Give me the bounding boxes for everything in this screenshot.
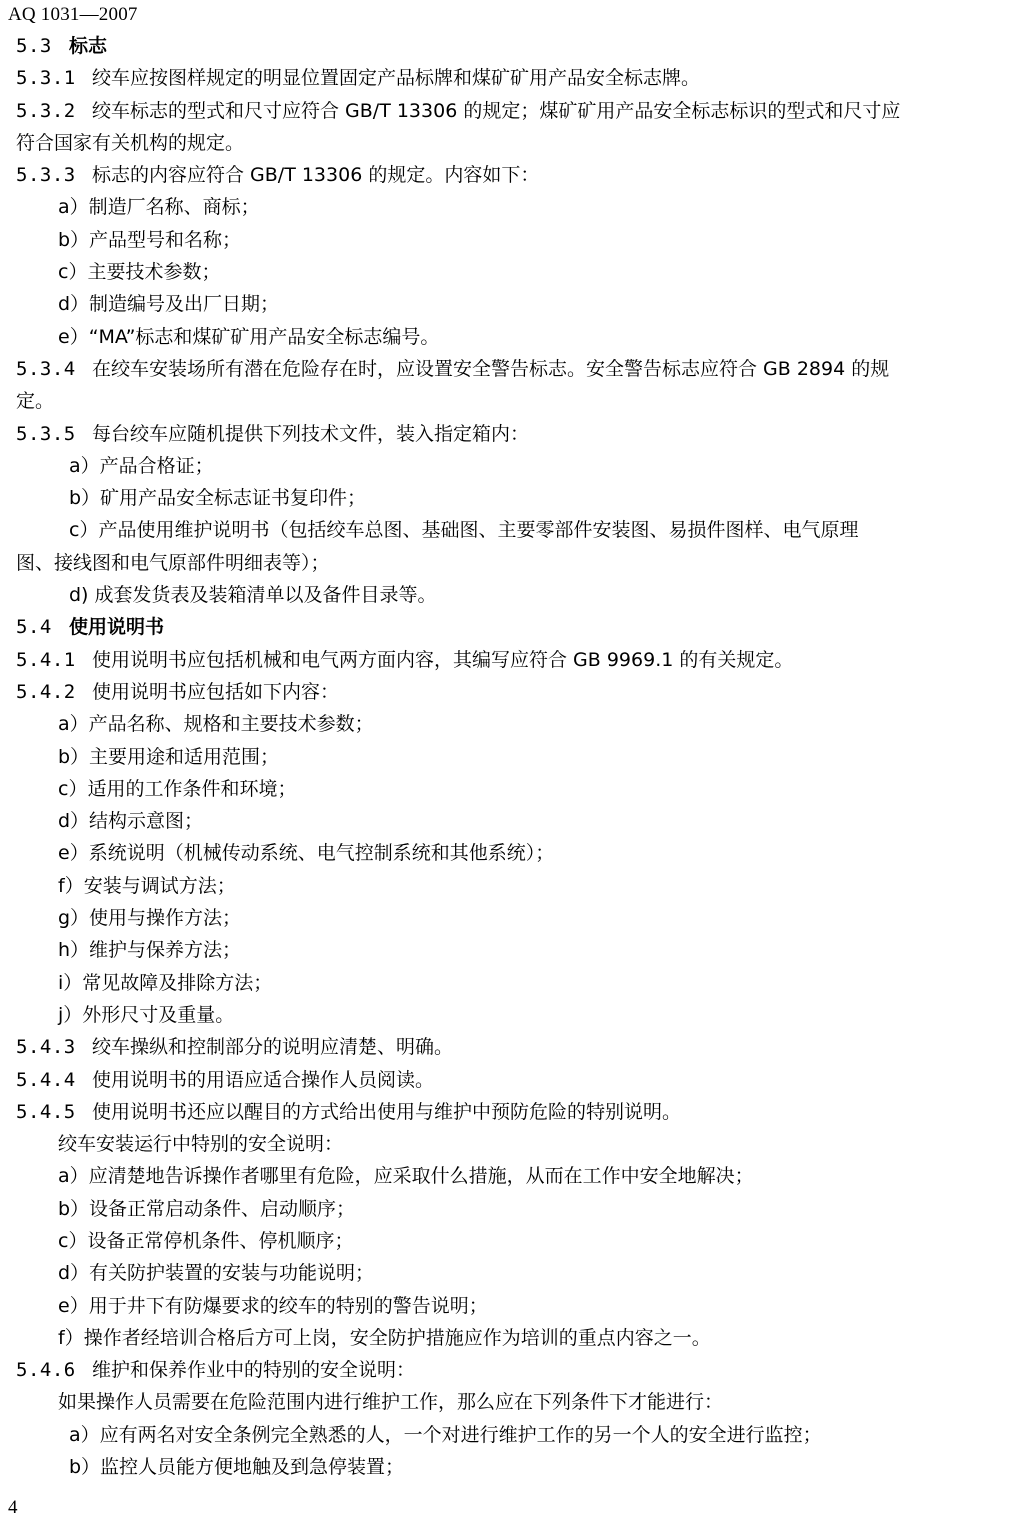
list-item bbox=[16, 1419, 1001, 1451]
list-item-text: j）外形尺寸及重量。 bbox=[58, 1003, 235, 1026]
list-item-text: d）结构示意图； bbox=[58, 810, 204, 833]
clause-number: 5.3 bbox=[16, 35, 52, 57]
clause-5-3-2 bbox=[16, 95, 1001, 127]
list-item bbox=[16, 1160, 1001, 1192]
clause-text: 符合国家有关机构的规定。 bbox=[16, 131, 245, 154]
list-item-text: b）主要用途和适用范围； bbox=[58, 745, 280, 768]
list-item bbox=[16, 579, 1001, 611]
list-item bbox=[16, 999, 1001, 1031]
list-item bbox=[16, 224, 1001, 256]
list-item bbox=[16, 741, 1001, 773]
clause-number: 5.3.2 bbox=[16, 99, 76, 122]
document-body bbox=[16, 30, 1001, 1483]
section-heading-5-3 bbox=[16, 30, 1001, 62]
list-item bbox=[16, 288, 1001, 320]
sub-heading bbox=[16, 1128, 1001, 1160]
clause-number: 5.4.3 bbox=[16, 1036, 76, 1059]
list-item-text: e）用于井下有防爆要求的绞车的特别的警告说明； bbox=[58, 1294, 488, 1317]
clause-continuation bbox=[16, 385, 1001, 417]
clause-5-4-4 bbox=[16, 1064, 1001, 1096]
list-item-text: a）产品名称、规格和主要技术参数； bbox=[58, 713, 374, 736]
clause-5-3-5 bbox=[16, 418, 1001, 450]
list-item-text: b）设备正常启动条件、启动顺序； bbox=[58, 1197, 356, 1220]
clause-text: 绞车标志的型式和尺寸应符合 GB/T 13306 的规定；煤矿矿用产品安全标志标识的型式和尺寸应 bbox=[92, 99, 901, 122]
clause-text: 维护和保养作业中的特别的安全说明： bbox=[92, 1359, 416, 1382]
list-item-text: a）产品合格证； bbox=[69, 454, 214, 477]
list-item bbox=[16, 708, 1001, 740]
list-item-text: a）应有两名对安全条例完全熟悉的人，一个对进行维护工作的另一个人的安全进行监控； bbox=[69, 1423, 822, 1446]
section-title: 使用说明书 bbox=[69, 616, 165, 639]
page-number: 4 bbox=[8, 1497, 18, 1518]
clause-5-3-1 bbox=[16, 62, 1001, 94]
list-item bbox=[16, 482, 1001, 514]
list-item-continuation bbox=[16, 547, 1001, 579]
list-item-text: b）监控人员能方便地触及到急停装置； bbox=[69, 1456, 405, 1479]
list-item-text: f）操作者经培训合格后方可上岗，安全防护措施应作为培训的重点内容之一。 bbox=[58, 1326, 711, 1349]
list-item bbox=[16, 773, 1001, 805]
clause-5-3-3 bbox=[16, 159, 1001, 191]
clause-text: 绞车操纵和控制部分的说明应清楚、明确。 bbox=[92, 1036, 454, 1059]
list-item bbox=[16, 1322, 1001, 1354]
list-item bbox=[16, 450, 1001, 482]
clause-text: 使用说明书的用语应适合操作人员阅读。 bbox=[92, 1068, 435, 1091]
clause-text: 使用说明书应包括如下内容： bbox=[92, 680, 340, 703]
list-item bbox=[16, 1257, 1001, 1289]
list-item-text: c）设备正常停机条件、停机顺序； bbox=[58, 1229, 354, 1252]
list-item bbox=[16, 805, 1001, 837]
clause-text: 在绞车安装场所有潜在危险存在时，应设置安全警告标志。安全警告标志应符合 GB 2894 的规 bbox=[92, 357, 890, 380]
list-item-text: b）产品型号和名称； bbox=[58, 228, 242, 251]
clause-number: 5.4.4 bbox=[16, 1068, 76, 1091]
clause-number: 5.3.3 bbox=[16, 164, 76, 187]
list-item bbox=[16, 514, 1001, 546]
list-item-text: e）系统说明（机械传动系统、电气控制系统和其他系统）； bbox=[58, 842, 555, 865]
list-item-text: d) 成套发货表及装箱清单以及备件目录等。 bbox=[69, 584, 437, 607]
list-item-text: f）安装与调试方法； bbox=[58, 874, 236, 897]
list-item bbox=[16, 1193, 1001, 1225]
sub-heading-text: 如果操作人员需要在危险范围内进行维护工作，那么应在下列条件下才能进行： bbox=[58, 1391, 724, 1414]
clause-5-4-2 bbox=[16, 676, 1001, 708]
list-item-text: h）维护与保养方法； bbox=[58, 939, 242, 962]
list-item bbox=[16, 934, 1001, 966]
clause-text: 使用说明书应包括机械和电气两方面内容，其编写应符合 GB 9969.1 的有关规定。 bbox=[92, 648, 794, 671]
list-item-text: g）使用与操作方法； bbox=[58, 907, 242, 930]
list-item-text: 图、接线图和电气原部件明细表等）； bbox=[16, 551, 330, 574]
list-item bbox=[16, 902, 1001, 934]
clause-text: 每台绞车应随机提供下列技术文件，装入指定箱内： bbox=[92, 422, 530, 445]
clause-5-3-4 bbox=[16, 353, 1001, 385]
standard-number-header: AQ 1031—2007 bbox=[8, 4, 138, 25]
sub-heading bbox=[16, 1386, 1001, 1418]
clause-number: 5.4.2 bbox=[16, 680, 76, 703]
list-item-text: c）适用的工作条件和环境； bbox=[58, 777, 297, 800]
clause-text: 定。 bbox=[16, 390, 55, 413]
list-item-text: c）产品使用维护说明书（包括绞车总图、基础图、主要零部件安装图、易损件图样、电气原理 bbox=[69, 519, 859, 542]
section-heading-5-4 bbox=[16, 611, 1001, 643]
clause-number: 5.3.1 bbox=[16, 67, 76, 90]
list-item-text: i）常见故障及排除方法； bbox=[58, 971, 273, 994]
list-item bbox=[16, 191, 1001, 223]
clause-number: 5.4.1 bbox=[16, 648, 76, 671]
clause-5-4-5 bbox=[16, 1096, 1001, 1128]
clause-number: 5.3.5 bbox=[16, 422, 76, 445]
list-item-text: e）“MA”标志和煤矿矿用产品安全标志编号。 bbox=[58, 325, 440, 348]
clause-number: 5.4.6 bbox=[16, 1359, 76, 1382]
list-item-text: a）制造厂名称、商标； bbox=[58, 196, 260, 219]
list-item-text: d）有关防护装置的安装与功能说明； bbox=[58, 1262, 375, 1285]
clause-number: 5.4.5 bbox=[16, 1100, 76, 1123]
list-item bbox=[16, 321, 1001, 353]
clause-number: 5.3.4 bbox=[16, 357, 76, 380]
list-item bbox=[16, 256, 1001, 288]
list-item bbox=[16, 1225, 1001, 1257]
section-title: 标志 bbox=[69, 35, 108, 57]
list-item-text: a）应清楚地告诉操作者哪里有危险，应采取什么措施，从而在工作中安全地解决； bbox=[58, 1165, 754, 1188]
list-item-text: d）制造编号及出厂日期； bbox=[58, 293, 280, 316]
list-item bbox=[16, 967, 1001, 999]
clause-5-4-6 bbox=[16, 1354, 1001, 1386]
list-item-text: b）矿用产品安全标志证书复印件； bbox=[69, 487, 367, 510]
list-item bbox=[16, 1290, 1001, 1322]
clause-continuation bbox=[16, 127, 1001, 159]
clause-number: 5.4 bbox=[16, 616, 52, 639]
clause-text: 使用说明书还应以醒目的方式给出使用与维护中预防危险的特别说明。 bbox=[92, 1100, 682, 1123]
sub-heading-text: 绞车安装运行中特别的安全说明： bbox=[58, 1133, 344, 1156]
list-item-text: c）主要技术参数； bbox=[58, 261, 221, 284]
clause-text: 标志的内容应符合 GB/T 13306 的规定。内容如下： bbox=[92, 164, 540, 187]
list-item bbox=[16, 1451, 1001, 1483]
clause-text: 绞车应按图样规定的明显位置固定产品标牌和煤矿矿用产品安全标志牌。 bbox=[92, 67, 701, 90]
clause-5-4-3 bbox=[16, 1031, 1001, 1063]
list-item bbox=[16, 870, 1001, 902]
clause-5-4-1 bbox=[16, 644, 1001, 676]
list-item bbox=[16, 837, 1001, 869]
